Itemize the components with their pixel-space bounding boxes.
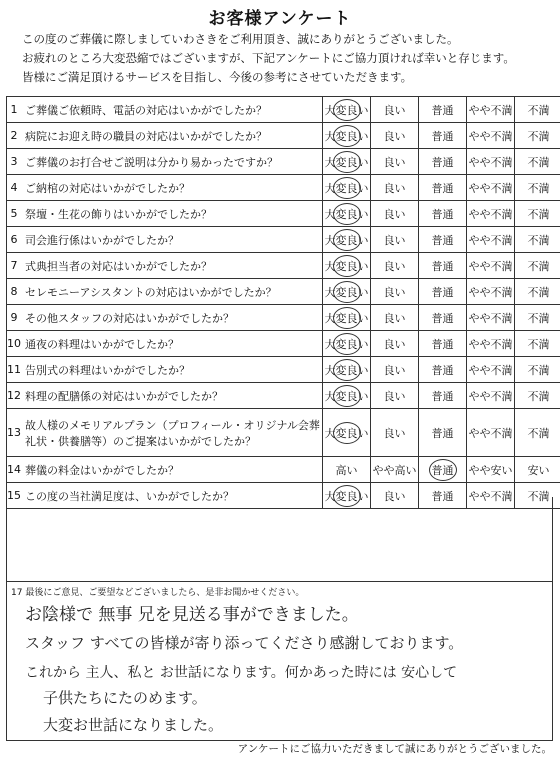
rating-label: 普通: [431, 233, 454, 247]
rating-option[interactable]: [371, 149, 419, 175]
rating-option[interactable]: [419, 357, 467, 383]
question-text: その他スタッフの対応はいかがでしたか？: [21, 305, 323, 331]
rating-label: 不満: [527, 337, 550, 351]
selected-circle-mark: [429, 459, 457, 481]
comment-line: これから 主人、私と お世話になります。何かあった時には 安心して: [25, 665, 458, 681]
comment-line: スタッフ すべての皆様が寄り添ってくださり感謝しております。: [25, 634, 464, 652]
rating-label: やや不満: [468, 311, 513, 325]
footer-thanks: アンケートにご協力いただきまして誠にありがとうございました。: [237, 743, 552, 755]
question-number: 1: [7, 97, 22, 123]
question-row: [7, 357, 560, 383]
question-number: 2: [7, 123, 22, 149]
rating-label: 普通: [431, 129, 454, 143]
comments-box[interactable]: [6, 581, 553, 741]
question-number: 14: [7, 457, 22, 483]
intro-text: [22, 30, 515, 87]
rating-label: 普通: [431, 285, 454, 299]
question-number: 6: [7, 227, 22, 253]
rating-option[interactable]: [515, 149, 560, 175]
rating-option[interactable]: [419, 175, 467, 201]
rating-option[interactable]: [467, 253, 515, 279]
rating-label: やや不満: [468, 389, 513, 403]
selected-circle-mark: [333, 203, 361, 225]
rating-option[interactable]: [467, 279, 515, 305]
rating-label: 不満: [527, 389, 550, 403]
rating-label: 普通: [431, 426, 454, 440]
question-text: セレモニーアシスタントの対応はいかがでしたか？: [21, 279, 323, 305]
rating-label: やや不満: [468, 103, 513, 117]
rating-label: 大変良い: [324, 489, 369, 503]
rating-label: 良い: [383, 285, 406, 299]
selected-circle-mark: [333, 281, 361, 303]
rating-option[interactable]: [515, 227, 560, 253]
rating-label: やや不満: [468, 259, 513, 273]
question-number: 12: [7, 383, 22, 409]
rating-option[interactable]: [467, 383, 515, 409]
question-number: 15: [7, 483, 22, 509]
question-row: [7, 253, 560, 279]
rating-option[interactable]: [419, 331, 467, 357]
rating-label: やや不満: [468, 155, 513, 169]
rating-label: 普通: [431, 259, 454, 273]
rating-option[interactable]: [515, 97, 560, 123]
rating-label: 不満: [527, 181, 550, 195]
rating-label: やや不満: [468, 181, 513, 195]
rating-option[interactable]: [467, 175, 515, 201]
rating-label: 良い: [383, 337, 406, 351]
rating-label: やや不満: [468, 207, 513, 221]
question-text: ご葬儀ご依頼時、電話の対応はいかがでしたか？: [21, 97, 323, 123]
rating-label: 良い: [383, 233, 406, 247]
question-row: [7, 279, 560, 305]
rating-label: 不満: [527, 363, 550, 377]
selected-circle-mark: [333, 359, 361, 381]
question-text: 通夜の料理はいかがでしたか？: [21, 331, 323, 357]
rating-option[interactable]: [515, 175, 560, 201]
rating-option[interactable]: [419, 305, 467, 331]
rating-label: 大変良い: [324, 389, 369, 403]
rating-label: 普通: [431, 363, 454, 377]
rating-option[interactable]: [371, 279, 419, 305]
rating-option[interactable]: [371, 175, 419, 201]
rating-option[interactable]: [467, 305, 515, 331]
rating-option[interactable]: [467, 201, 515, 227]
question-text: ご納棺の対応はいかがでしたか？: [21, 175, 323, 201]
rating-label: 大変良い: [324, 426, 369, 440]
rating-label: 良い: [383, 389, 406, 403]
question-text: 式典担当者の対応はいかがでしたか？: [21, 253, 323, 279]
question-number: 13: [7, 409, 22, 457]
rating-option[interactable]: [323, 305, 371, 331]
rating-option[interactable]: [419, 123, 467, 149]
rating-option[interactable]: [323, 457, 371, 483]
rating-label: 大変良い: [324, 285, 369, 299]
rating-label: 良い: [383, 103, 406, 117]
rating-label: 不満: [527, 129, 550, 143]
rating-label: やや不満: [468, 285, 513, 299]
rating-option[interactable]: [323, 149, 371, 175]
blank-area: [6, 497, 553, 582]
rating-label: 不満: [527, 259, 550, 273]
rating-label: 安い: [527, 463, 550, 477]
rating-option[interactable]: [323, 357, 371, 383]
rating-option[interactable]: [467, 331, 515, 357]
question-row: [7, 175, 560, 201]
rating-option[interactable]: [515, 357, 560, 383]
question-row: [7, 383, 560, 409]
question-number: 4: [7, 175, 22, 201]
rating-option[interactable]: [467, 149, 515, 175]
rating-option[interactable]: [515, 331, 560, 357]
rating-option[interactable]: [371, 97, 419, 123]
rating-label: 不満: [527, 207, 550, 221]
rating-option[interactable]: [515, 253, 560, 279]
rating-label: 大変良い: [324, 103, 369, 117]
rating-label: 良い: [383, 311, 406, 325]
question-text: ご葬儀のお打合せご説明は分かり易かったですか？: [21, 149, 323, 175]
rating-option[interactable]: [371, 227, 419, 253]
question-text: 告別式の料理はいかがでしたか？: [21, 357, 323, 383]
question-number: 7: [7, 253, 22, 279]
rating-option[interactable]: [323, 409, 371, 457]
selected-circle-mark: [333, 307, 361, 329]
selected-circle-mark: [333, 229, 361, 251]
selected-circle-mark: [333, 151, 361, 173]
rating-label: やや不満: [468, 426, 513, 440]
rating-label: 普通: [431, 155, 454, 169]
rating-label: 普通: [431, 311, 454, 325]
question-text: 祭壇・生花の飾りはいかがでしたか？: [21, 201, 323, 227]
question-row: [7, 123, 560, 149]
rating-option[interactable]: [371, 457, 419, 483]
rating-option[interactable]: [515, 279, 560, 305]
rating-label: 良い: [383, 155, 406, 169]
rating-label: 普通: [431, 103, 454, 117]
rating-option[interactable]: [323, 279, 371, 305]
rating-option[interactable]: [323, 175, 371, 201]
rating-option[interactable]: [371, 383, 419, 409]
question-number: 10: [7, 331, 22, 357]
rating-label: 高い: [335, 463, 358, 477]
selected-circle-mark: [333, 125, 361, 147]
rating-label: 良い: [383, 489, 406, 503]
rating-option[interactable]: [371, 123, 419, 149]
rating-label: 普通: [431, 489, 454, 503]
rating-option[interactable]: [467, 357, 515, 383]
question-row: [7, 331, 560, 357]
question-text: 料理の配膳係の対応はいかがでしたか？: [21, 383, 323, 409]
comment-line: 大変お世話になりました。: [43, 716, 224, 734]
rating-label: やや安い: [468, 463, 513, 477]
rating-option[interactable]: [323, 383, 371, 409]
rating-label: やや不満: [468, 337, 513, 351]
rating-label: やや不満: [468, 129, 513, 143]
question-text: 故人様のメモリアルプラン（プロフィール・オリジナル会葬礼状・供養膳等）のご提案はいかがでしたか？: [21, 409, 323, 457]
rating-option[interactable]: [371, 357, 419, 383]
rating-label: やや高い: [372, 463, 417, 477]
rating-option[interactable]: [467, 227, 515, 253]
comment-line: 子供たちにたのめます。: [43, 689, 207, 707]
rating-label: 良い: [383, 259, 406, 273]
rating-option[interactable]: [419, 409, 467, 457]
rating-label: 不満: [527, 103, 550, 117]
rating-option[interactable]: [323, 331, 371, 357]
intro-line: 皆様にご満足頂けるサービスを目指し、今後の参考にさせていただきます。: [22, 70, 413, 84]
rating-option[interactable]: [323, 123, 371, 149]
rating-option[interactable]: [371, 253, 419, 279]
rating-label: 良い: [383, 129, 406, 143]
rating-label: やや不満: [468, 233, 513, 247]
question-number: 5: [7, 201, 22, 227]
rating-label: 不満: [527, 311, 550, 325]
rating-option[interactable]: [323, 97, 371, 123]
rating-option[interactable]: [419, 279, 467, 305]
question-row: [7, 149, 560, 175]
question-text: この度の当社満足度は、いかがでしたか？: [21, 483, 323, 509]
rating-option[interactable]: [467, 123, 515, 149]
question-number: 3: [7, 149, 22, 175]
rating-label: 大変良い: [324, 259, 369, 273]
rating-label: 大変良い: [324, 363, 369, 377]
selected-circle-mark: [333, 422, 361, 444]
rating-label: 普通: [431, 337, 454, 351]
question-row: [7, 409, 560, 457]
survey-table: [6, 96, 560, 509]
rating-option[interactable]: [515, 123, 560, 149]
selected-circle-mark: [333, 333, 361, 355]
rating-label: 良い: [383, 207, 406, 221]
selected-circle-mark: [333, 255, 361, 277]
rating-option[interactable]: [515, 201, 560, 227]
rating-option[interactable]: [419, 253, 467, 279]
rating-option[interactable]: [371, 305, 419, 331]
question-row: [7, 201, 560, 227]
comments-label: 17 最後にご意見、ご要望などございましたら、是非お聞かせください。: [11, 588, 305, 598]
rating-label: やや不満: [468, 489, 513, 503]
question-text: 病院にお迎え時の職員の対応はいかがでしたか？: [21, 123, 323, 149]
rating-label: 良い: [383, 426, 406, 440]
rating-option[interactable]: [419, 97, 467, 123]
rating-option[interactable]: [419, 457, 467, 483]
rating-option[interactable]: [371, 409, 419, 457]
rating-option[interactable]: [515, 409, 560, 457]
rating-label: 不満: [527, 426, 550, 440]
question-number: 8: [7, 279, 22, 305]
question-row: [7, 305, 560, 331]
intro-line: お疲れのところ大変恐縮ではございますが、下記アンケートにご協力頂ければ幸いと存じます。: [22, 51, 515, 65]
question-row: [7, 457, 560, 483]
rating-option[interactable]: [419, 383, 467, 409]
rating-label: 普通: [431, 207, 454, 221]
rating-option[interactable]: [467, 409, 515, 457]
rating-option[interactable]: [371, 331, 419, 357]
rating-option[interactable]: [515, 305, 560, 331]
rating-label: 大変良い: [324, 233, 369, 247]
rating-label: 大変良い: [324, 129, 369, 143]
rating-option[interactable]: [323, 253, 371, 279]
rating-option[interactable]: [419, 149, 467, 175]
rating-label: 大変良い: [324, 155, 369, 169]
selected-circle-mark: [333, 177, 361, 199]
rating-option[interactable]: [371, 201, 419, 227]
rating-label: 不満: [527, 233, 550, 247]
rating-label: 大変良い: [324, 207, 369, 221]
rating-option[interactable]: [467, 97, 515, 123]
rating-label: 普通: [431, 181, 454, 195]
rating-label: 大変良い: [324, 181, 369, 195]
rating-label: 大変良い: [324, 311, 369, 325]
rating-label: 普通: [431, 389, 454, 403]
rating-option[interactable]: [515, 383, 560, 409]
rating-label: 不満: [527, 155, 550, 169]
question-row: [7, 227, 560, 253]
question-text: 司会進行係はいかがでしたか？: [21, 227, 323, 253]
rating-label: 良い: [383, 181, 406, 195]
rating-option[interactable]: [323, 201, 371, 227]
rating-option[interactable]: [323, 227, 371, 253]
rating-label: 不満: [527, 489, 550, 503]
rating-label: 不満: [527, 285, 550, 299]
rating-option[interactable]: [419, 227, 467, 253]
rating-option[interactable]: [419, 201, 467, 227]
rating-label: 普通: [431, 463, 454, 477]
rating-label: やや不満: [468, 363, 513, 377]
question-number: 11: [7, 357, 22, 383]
question-row: [7, 97, 560, 123]
rating-label: 良い: [383, 363, 406, 377]
intro-line: この度のご葬儀に際しましていわさきをご利用頂き、誠にありがとうございました。: [22, 32, 459, 46]
selected-circle-mark: [333, 99, 361, 121]
rating-label: 大変良い: [324, 337, 369, 351]
question-text: 葬儀の料金はいかがでしたか？: [21, 457, 323, 483]
rating-option[interactable]: [515, 457, 560, 483]
selected-circle-mark: [333, 385, 361, 407]
page-title: お客様アンケート: [208, 9, 352, 29]
question-number: 9: [7, 305, 22, 331]
comment-line: お陰様で 無事 兄を見送る事ができました。: [25, 605, 359, 625]
rating-option[interactable]: [467, 457, 515, 483]
